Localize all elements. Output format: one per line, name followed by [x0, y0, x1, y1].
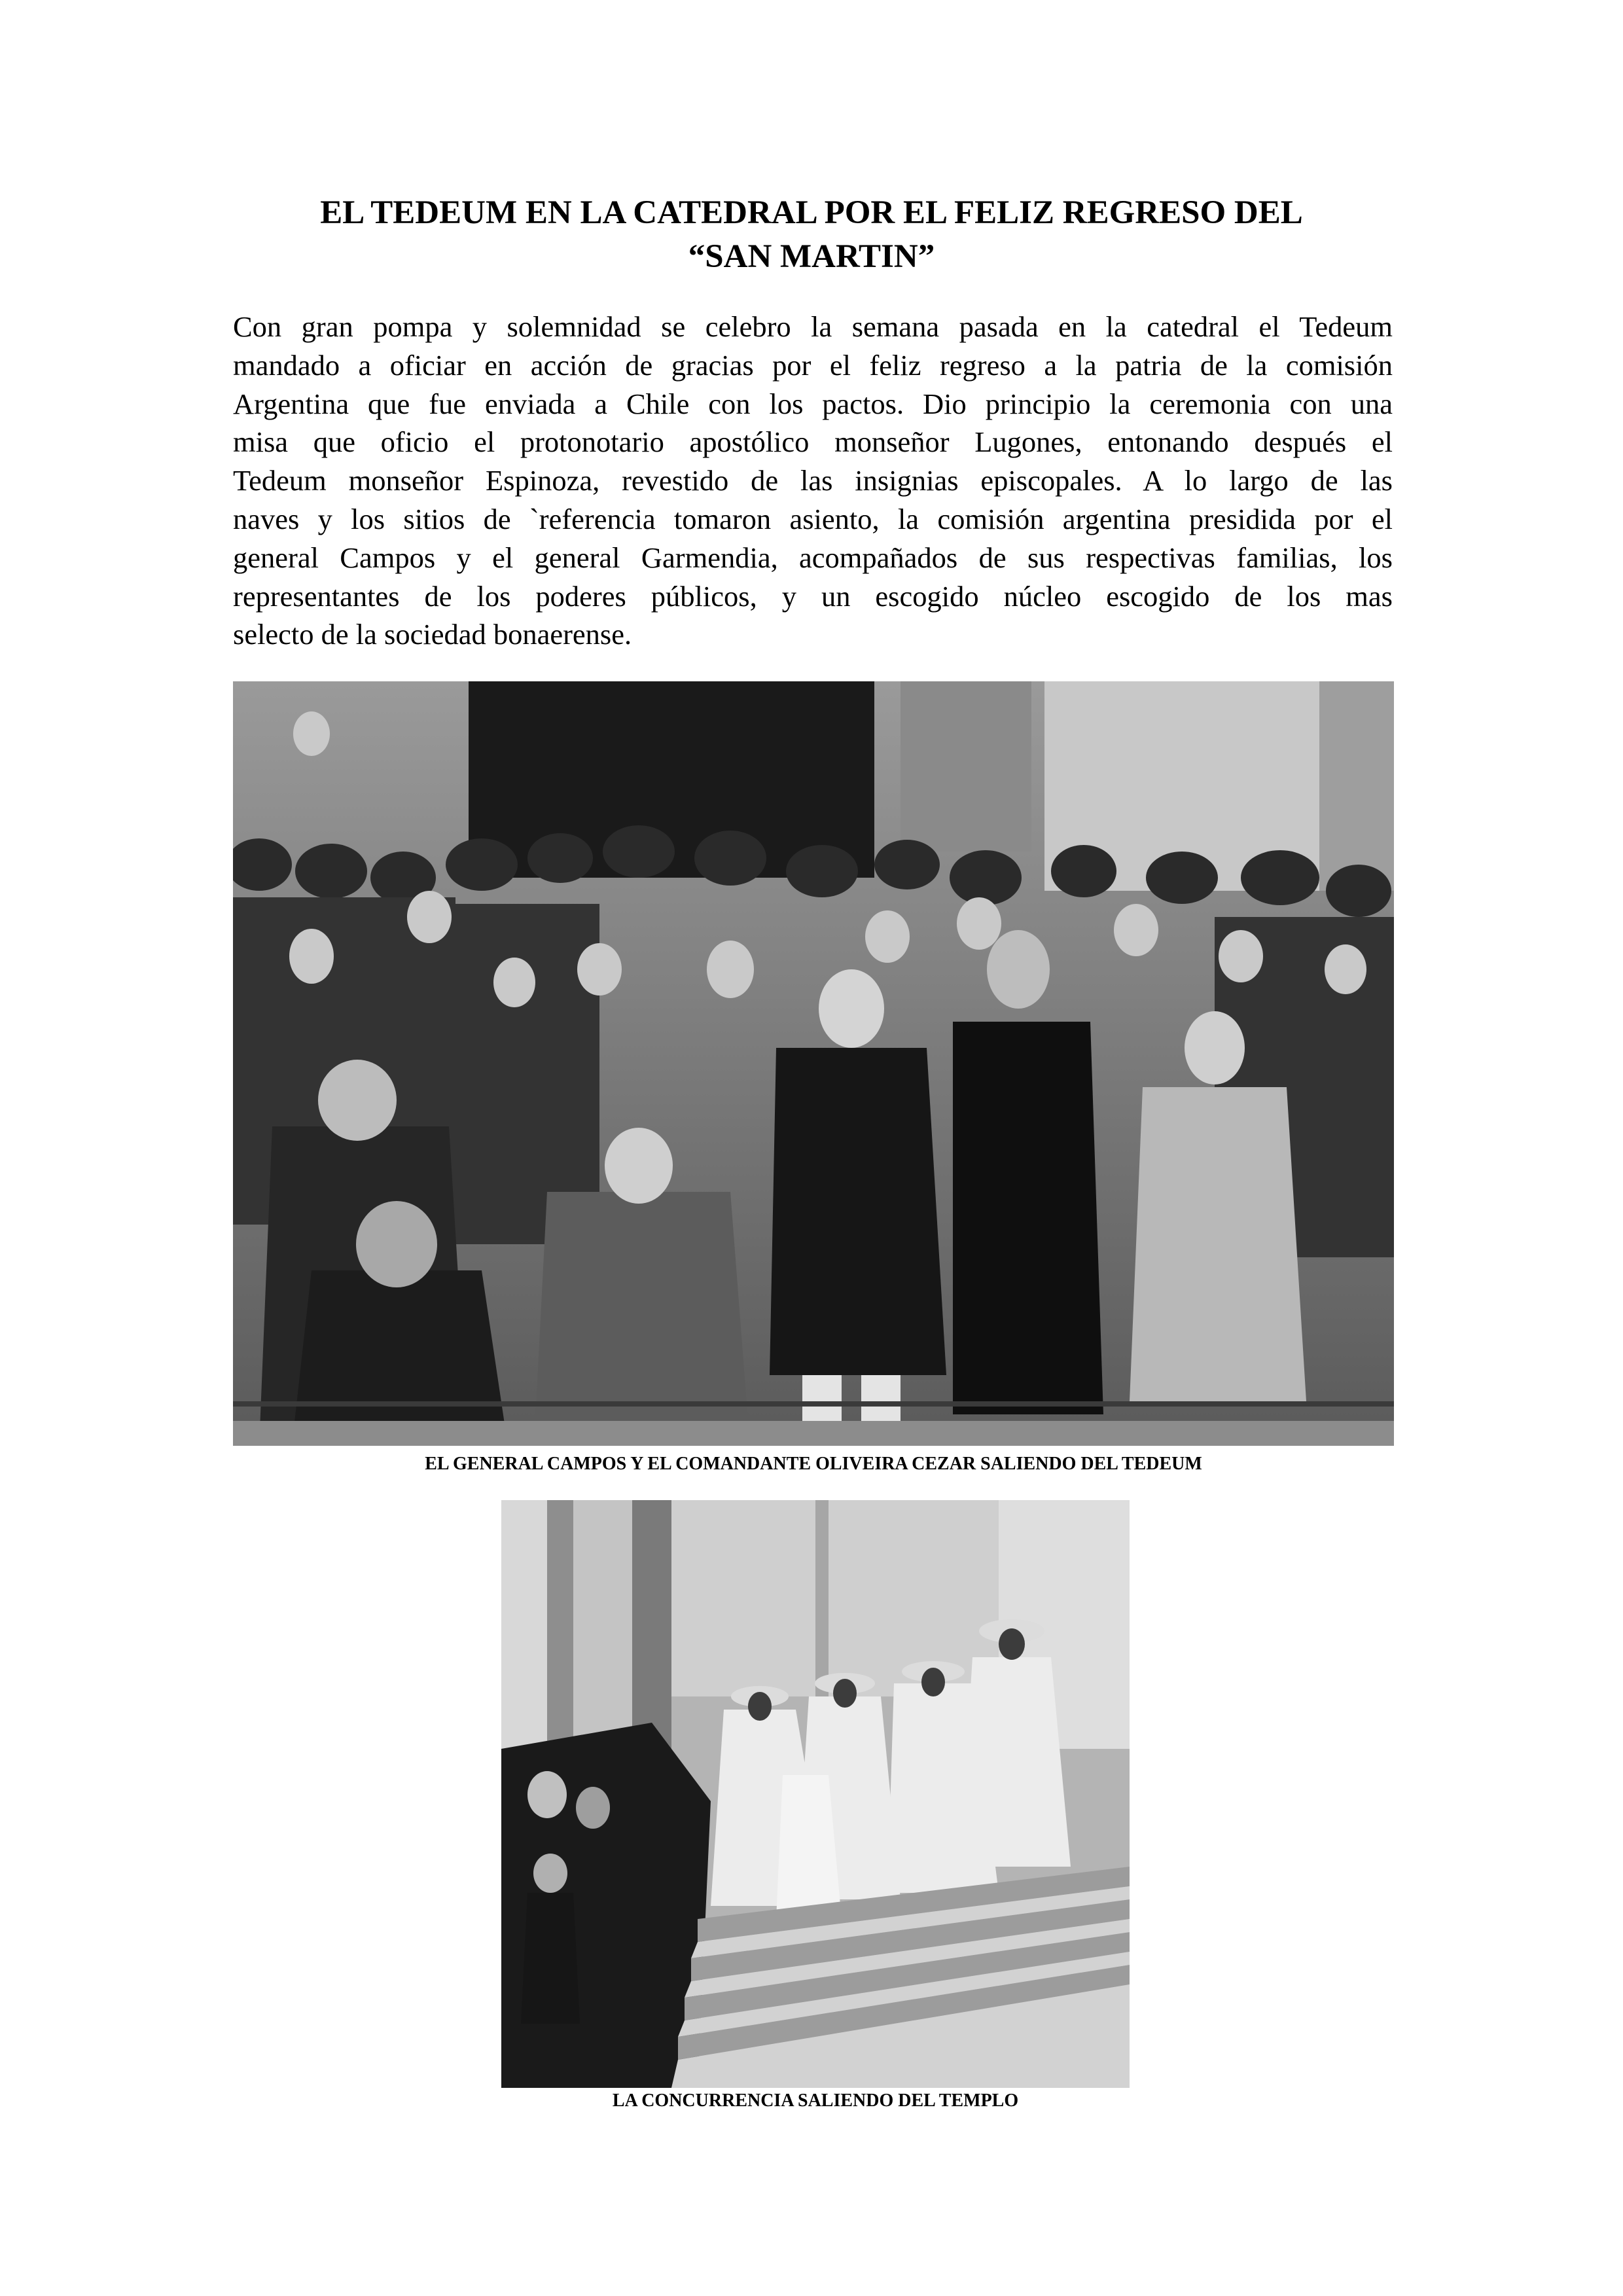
body-line: selecto de la sociedad bonaerense.: [233, 618, 632, 651]
body-line: misa que oficio el protonotario apostólico monseñor Lugones, entonando después el: [233, 425, 1393, 459]
body-line: Tedeum monseñor Espinoza, revestido de las insignias episcopales. A lo largo de las: [233, 464, 1393, 497]
article-title-line-1: EL TEDEUM EN LA CATEDRAL POR EL FELIZ REGRESO DEL: [320, 194, 1303, 231]
photo-general-campos: [233, 681, 1394, 1446]
body-line: general Campos y el general Garmendia, acompañados de sus respectivas familias, los: [233, 541, 1393, 574]
photo-concurrencia-image: [501, 1500, 1130, 2088]
photo-general-campos-image: [233, 681, 1394, 1446]
article-title: [233, 191, 1390, 279]
body-line: Argentina que fue enviada a Chile con los pactos. Dio principio la ceremonia con una: [233, 387, 1393, 420]
body-line: naves y los sitios de `referencia tomaron asiento, la comisión argentina presidida por el: [233, 502, 1393, 535]
body-line: mandado a oficiar en acción de gracias por el feliz regreso a la patria de la comisión: [233, 348, 1393, 382]
photo-concurrencia: [501, 1500, 1130, 2088]
body-line: Con gran pompa y solemnidad se celebro la semana pasada en la catedral el Tedeum: [233, 310, 1393, 343]
article-body: [233, 308, 1393, 654]
article-title-line-2: “SAN MARTIN”: [688, 238, 935, 275]
body-line: representantes de los poderes públicos, y un escogido núcleo escogido de los mas: [233, 579, 1393, 613]
photo-concurrencia-caption: LA CONCURRENCIA SALIENDO DEL TEMPLO: [612, 2090, 1019, 2111]
photo-general-campos-caption: EL GENERAL CAMPOS Y EL COMANDANTE OLIVEIRA CEZAR SALIENDO DEL TEDEUM: [425, 1454, 1202, 1474]
